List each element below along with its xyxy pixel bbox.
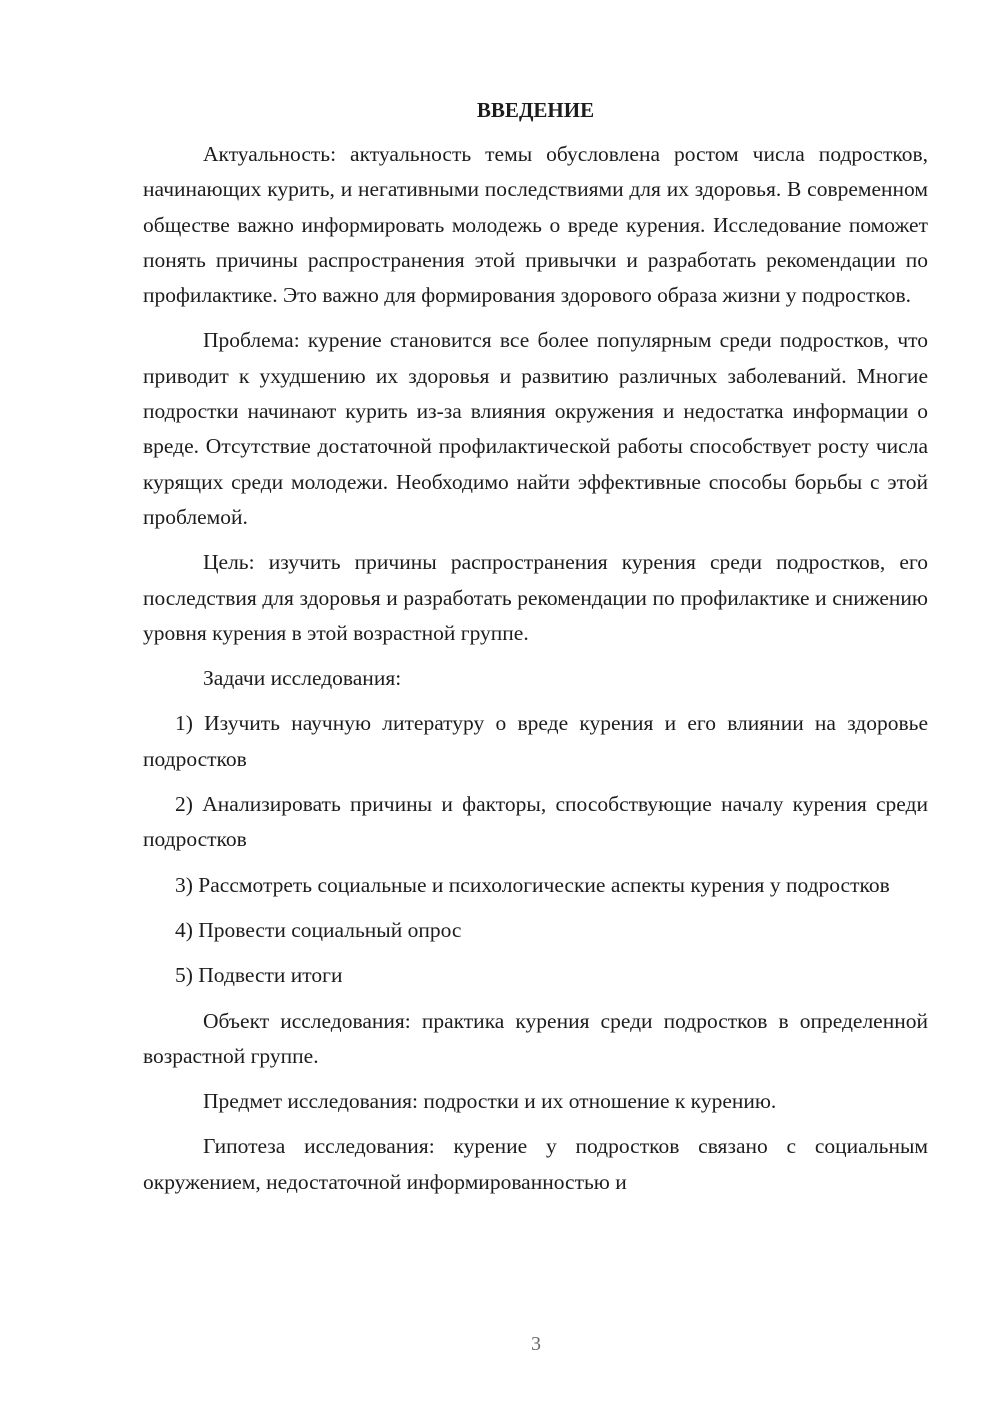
relevance-paragraph: Актуальность: актуальность темы обусловлена ростом числа подростков, начинающих курить, и негативными последствиями для их здоровья. В современном обществе важно информировать молодежь о вреде курения. Исследование поможет понять причины распространения этой привычки и разработать рекомендации по профилактике. Это важно для формирования здорового образа жизни у подростков. xyxy=(143,142,928,308)
goal-paragraph: Цель: изучить причины распространения курения среди подростков, его последствия для здоровья и разработать рекомендации по профилактике и снижению уровня курения в этой возрастной группе. xyxy=(143,550,928,645)
tasks-list xyxy=(143,706,928,993)
task-item: 3) Рассмотреть социальные и психологические аспекты курения у подростков xyxy=(175,872,890,897)
object-paragraph: Объект исследования: практика курения среди подростков в определенной возрастной группе. xyxy=(143,1008,928,1068)
subject-paragraph: Предмет исследования: подростки и их отношение к курению. xyxy=(203,1089,777,1114)
task-item: 4) Провести социальный опрос xyxy=(175,917,462,942)
hypothesis-paragraph: Гипотеза исследования: курение у подростков связано с социальным окружением, недостаточной информированностью и xyxy=(143,1134,928,1194)
tasks-heading: Задачи исследования: xyxy=(203,666,402,691)
task-item: 5) Подвести итоги xyxy=(175,963,343,988)
section-heading: ВВЕДЕНИЕ xyxy=(476,98,595,122)
page-content xyxy=(143,93,928,1200)
task-item: 2) Анализировать причины и факторы, способствующие началу курения среди подростков xyxy=(143,792,928,852)
problem-paragraph: Проблема: курение становится все более популярным среди подростков, что приводит к ухудшению их здоровья и развитию различных заболеваний. Многие подростки начинают курить из-за влияния окружения и недостатка информации о вреде. Отсутствие достаточной профилактической работы способствует росту числа курящих среди молодежи. Необходимо найти эффективные способы борьбы с этой проблемой. xyxy=(143,328,928,529)
page-number: 3 xyxy=(531,1333,541,1355)
task-item: 1) Изучить научную литературу о вреде курения и его влиянии на здоровье подростков xyxy=(143,711,928,771)
